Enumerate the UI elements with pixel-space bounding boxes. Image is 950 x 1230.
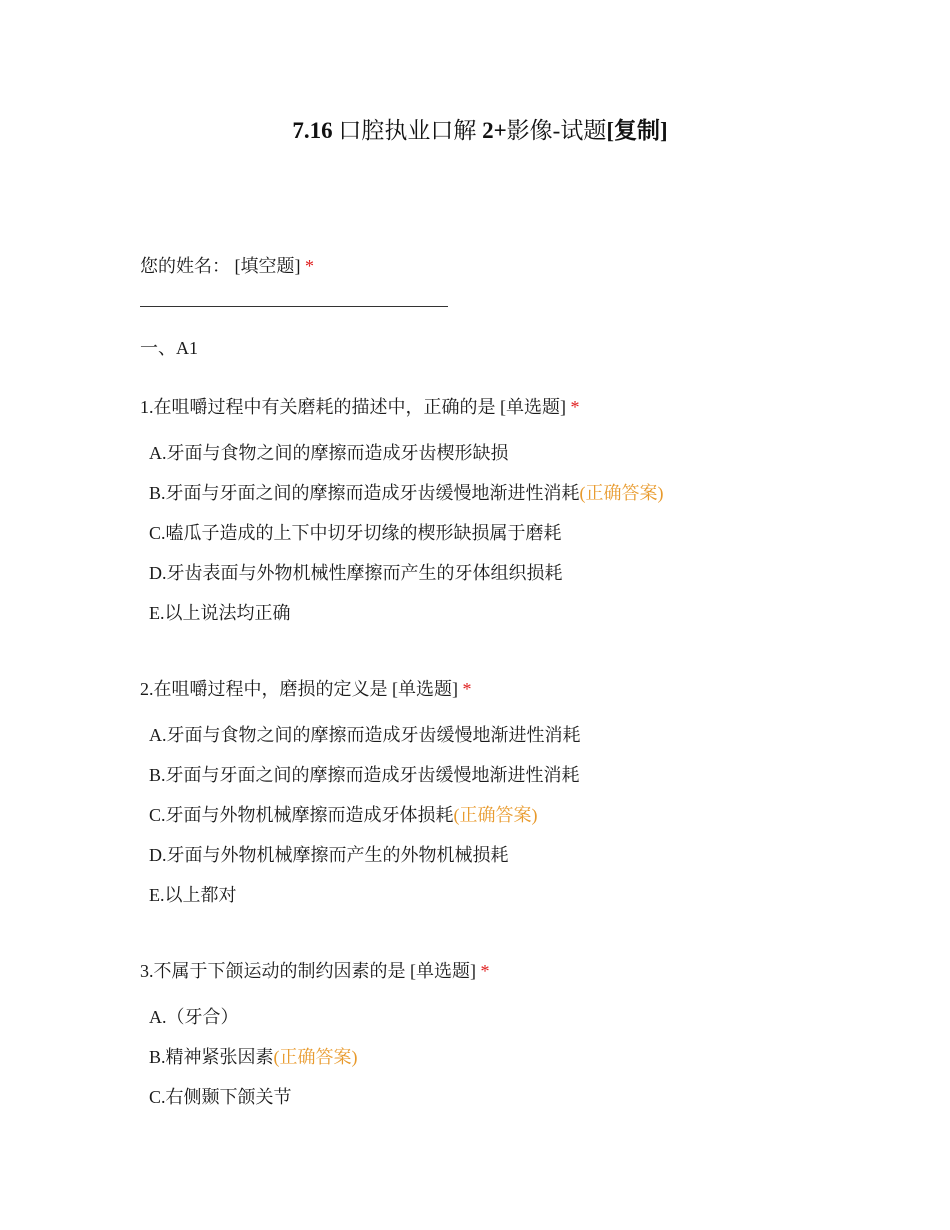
option[interactable] xyxy=(149,1003,239,1029)
title-copy-tag: [复制] xyxy=(606,118,668,143)
question-type: [单选题] xyxy=(410,961,476,981)
correct-answer-label: (正确答案) xyxy=(453,805,538,825)
question-stem xyxy=(140,957,490,983)
option[interactable] xyxy=(149,479,664,505)
required-marker: * xyxy=(305,256,314,276)
required-marker: * xyxy=(462,679,472,699)
option-text: D.牙齿表面与外物机械性摩擦而产生的牙体组织损耗 xyxy=(149,563,563,583)
name-question xyxy=(140,252,314,278)
question-stem xyxy=(140,393,580,419)
option[interactable] xyxy=(149,881,237,907)
option[interactable] xyxy=(149,439,509,465)
page-title xyxy=(0,112,950,145)
option[interactable] xyxy=(149,841,509,867)
name-label: 您的姓名： xyxy=(140,256,230,276)
question-text: 3.不属于下颌运动的制约因素的是 xyxy=(140,961,406,981)
question-stem xyxy=(140,675,472,701)
title-text: 口腔执业口解 xyxy=(332,118,483,143)
title-text-2: 影像-试题 xyxy=(506,118,607,143)
option-text: C.右侧颞下颌关节 xyxy=(149,1087,292,1107)
option-text: D.牙面与外物机械摩擦而产生的外物机械损耗 xyxy=(149,845,509,865)
option[interactable] xyxy=(149,1083,292,1109)
question-text: 1.在咀嚼过程中有关磨耗的描述中，正确的是 xyxy=(140,397,496,417)
option-text: A.牙面与食物之间的摩擦而造成牙齿楔形缺损 xyxy=(149,443,509,463)
option-text: B.精神紧张因素 xyxy=(149,1047,274,1067)
question-type: [填空题] xyxy=(234,256,301,276)
option[interactable] xyxy=(149,721,581,747)
question-type: [单选题] xyxy=(500,397,566,417)
option-text: B.牙面与牙面之间的摩擦而造成牙齿缓慢地渐进性消耗 xyxy=(149,765,580,785)
correct-answer-label: (正确答案) xyxy=(273,1047,358,1067)
section-heading: 一、A1 xyxy=(140,338,198,358)
option[interactable] xyxy=(149,559,563,585)
title-number: 7.16 xyxy=(292,118,333,143)
option-text: E.以上都对 xyxy=(149,885,237,905)
option[interactable] xyxy=(149,599,291,625)
option-text: B.牙面与牙面之间的摩擦而造成牙齿缓慢地渐进性消耗 xyxy=(149,483,580,503)
required-marker: * xyxy=(570,397,580,417)
required-marker: * xyxy=(480,961,490,981)
name-answer-line[interactable] xyxy=(140,306,448,307)
option[interactable] xyxy=(149,761,580,787)
option[interactable] xyxy=(149,519,562,545)
option-text: C.嗑瓜子造成的上下中切牙切缘的楔形缺损属于磨耗 xyxy=(149,523,562,543)
option[interactable] xyxy=(149,801,538,827)
option-text: A.（牙合） xyxy=(149,1007,239,1027)
option[interactable] xyxy=(149,1043,358,1069)
question-type: [单选题] xyxy=(392,679,458,699)
correct-answer-label: (正确答案) xyxy=(579,483,664,503)
question-text: 2.在咀嚼过程中，磨损的定义是 xyxy=(140,679,388,699)
option-text: E.以上说法均正确 xyxy=(149,603,291,623)
option-text: C.牙面与外物机械摩擦而造成牙体损耗 xyxy=(149,805,454,825)
option-text: A.牙面与食物之间的摩擦而造成牙齿缓慢地渐进性消耗 xyxy=(149,725,581,745)
title-number-2: 2+ xyxy=(482,118,507,143)
